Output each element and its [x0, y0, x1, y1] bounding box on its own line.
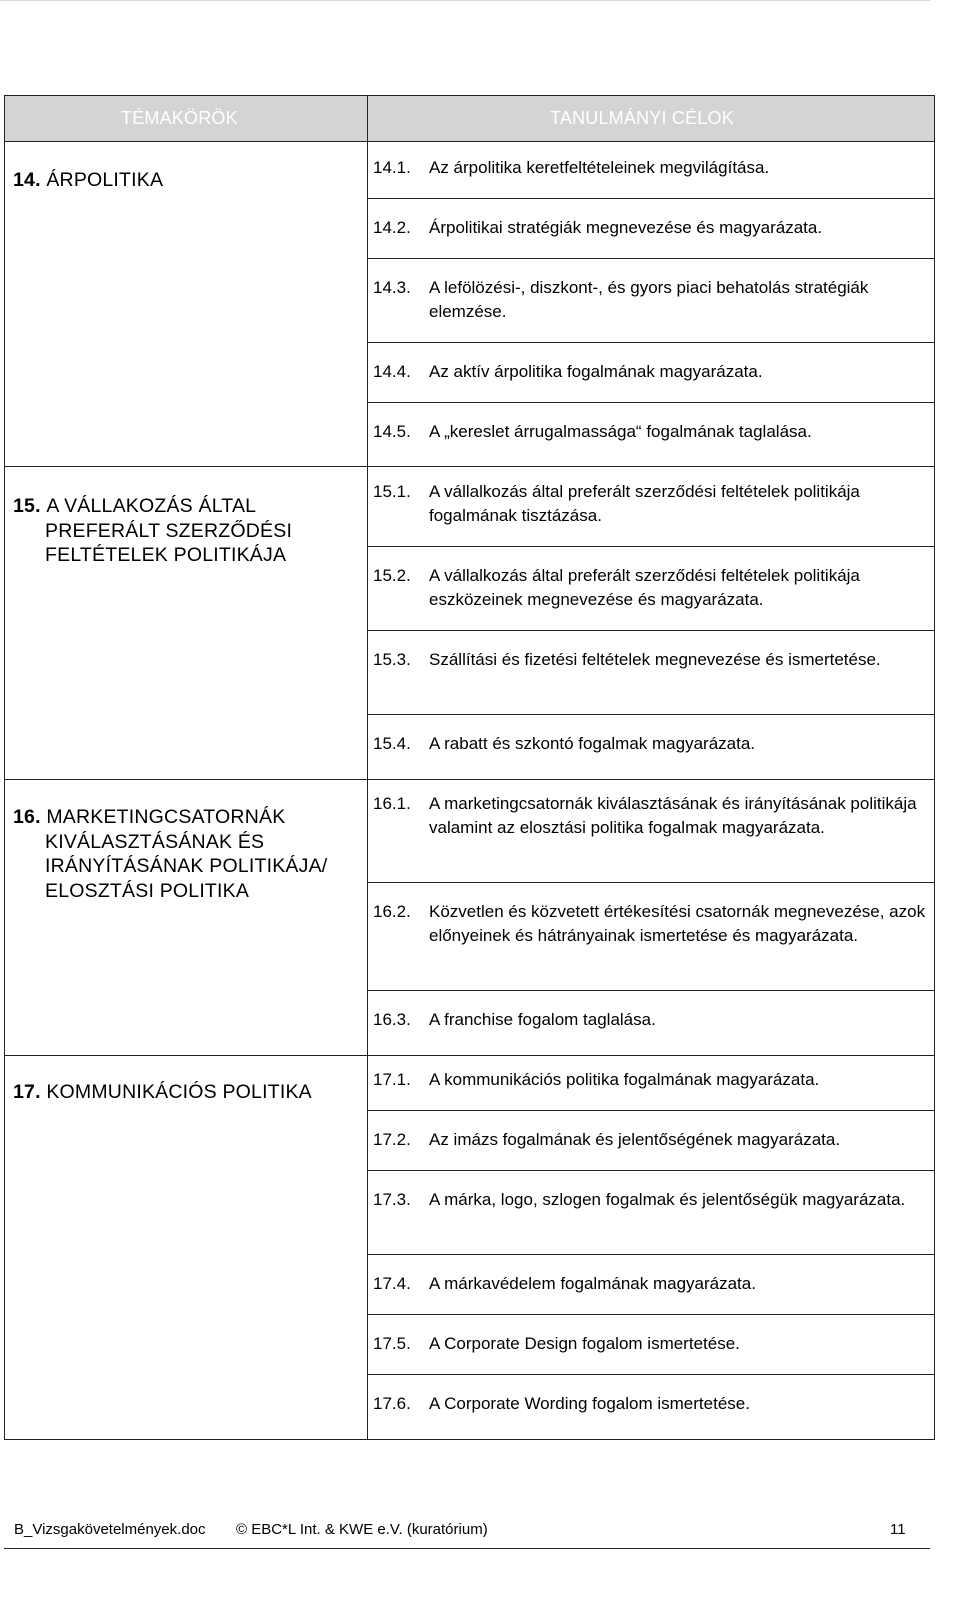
objective-number: 17.6.	[373, 1394, 411, 1413]
footer-page-number: 11	[890, 1521, 906, 1538]
column-separator	[367, 96, 368, 1439]
objective-text: A vállalkozás által preferált szerződési feltételek politikája fogalmának tisztázása.	[429, 482, 860, 525]
objective-divider	[367, 1254, 934, 1255]
objective-number: 17.1.	[373, 1070, 411, 1089]
objective-divider	[367, 714, 934, 715]
objective-divider	[367, 342, 934, 343]
objective-divider	[367, 630, 934, 631]
footer-rule	[4, 1548, 930, 1549]
objective-number: 15.2.	[373, 566, 411, 585]
objective-number: 14.1.	[373, 158, 411, 177]
row-divider	[5, 466, 934, 467]
objective-text: A marketingcsatornák kiválasztásának és irányításának politikája valamint az elosztási politika fogalmak magyarázata.	[429, 794, 917, 837]
objective-number: 15.3.	[373, 650, 411, 669]
objective-divider	[367, 1170, 934, 1171]
objective-number: 15.1.	[373, 482, 411, 501]
objective-text: A lefölözési-, diszkont-, és gyors piaci behatolás stratégiák elemzése.	[429, 278, 869, 321]
objective-text: Szállítási és fizetési feltételek megnevezése és ismertetése.	[429, 650, 881, 669]
objective-divider	[367, 1110, 934, 1111]
objective-number: 14.4.	[373, 362, 411, 381]
objective-text: A franchise fogalom taglalása.	[429, 1010, 656, 1029]
objective-divider	[367, 198, 934, 199]
objective-text: A Corporate Wording fogalom ismertetése.	[429, 1394, 750, 1413]
objective-number: 14.3.	[373, 278, 411, 297]
objective-text: Az aktív árpolitika fogalmának magyarázata.	[429, 362, 763, 381]
curriculum-table	[4, 95, 935, 1440]
objective-text: A „kereslet árrugalmassága“ fogalmának taglalása.	[429, 422, 812, 441]
row-divider	[5, 1055, 934, 1056]
footer-copyright: © EBC*L Int. & KWE e.V. (kuratórium)	[236, 1521, 488, 1538]
objective-number: 17.4.	[373, 1274, 411, 1293]
topic-15-title: 15. A VÁLLAKOZÁS ÁLTAL PREFERÁLT SZERZŐDÉSI FELTÉTELEK POLITIKÁJA	[13, 495, 293, 566]
objective-text: A márkavédelem fogalmának magyarázata.	[429, 1274, 756, 1293]
topic-16-title: 16. MARKETINGCSATORNÁK KIVÁLASZTÁSÁNAK ÉS IRÁNYÍTÁSÁNAK POLITIKÁJA/ ELOSZTÁSI POLITIKA	[13, 806, 328, 902]
objective-text: Az árpolitika keretfeltételeinek megvilágítása.	[429, 158, 770, 177]
header-topics: TÉMAKÖRÖK	[121, 108, 238, 128]
objective-divider	[367, 402, 934, 403]
objective-divider	[367, 1374, 934, 1375]
objective-text: A rabatt és szkontó fogalmak magyarázata.	[429, 734, 756, 753]
topic-17-title: 17. KOMMUNIKÁCIÓS POLITIKA	[13, 1081, 312, 1103]
row-divider	[5, 779, 934, 780]
footer-filename: B_Vizsgakövetelmények.doc	[14, 1521, 206, 1538]
objective-divider	[367, 882, 934, 883]
top-rule	[0, 0, 930, 1]
objective-number: 14.2.	[373, 218, 411, 237]
objective-number: 17.2.	[373, 1130, 411, 1149]
objective-divider	[367, 258, 934, 259]
objective-text: A kommunikációs politika fogalmának magyarázata.	[429, 1070, 820, 1089]
objective-text: Árpolitikai stratégiák megnevezése és magyarázata.	[429, 218, 823, 237]
objective-text: Az imázs fogalmának és jelentőségének magyarázata.	[429, 1130, 841, 1149]
header-objectives: TANULMÁNYI CÉLOK	[550, 108, 734, 128]
objective-number: 14.5.	[373, 422, 411, 441]
objective-number: 16.2.	[373, 902, 411, 921]
objective-number: 17.3.	[373, 1190, 411, 1209]
objective-number: 16.1.	[373, 794, 411, 813]
objective-divider	[367, 990, 934, 991]
objective-text: Közvetlen és közvetett értékesítési csatornák megnevezése, azok előnyeinek és hátrányainak ismertetése és magyarázata.	[429, 902, 926, 945]
topic-14-title: 14. ÁRPOLITIKA	[13, 169, 164, 191]
table-header	[5, 96, 934, 142]
objective-text: A vállalkozás által preferált szerződési feltételek politikája eszközeinek megnevezése és magyarázata.	[429, 566, 860, 609]
objective-number: 17.5.	[373, 1334, 411, 1353]
objective-divider	[367, 1314, 934, 1315]
objective-divider	[367, 546, 934, 547]
objective-number: 16.3.	[373, 1010, 411, 1029]
objective-number: 15.4.	[373, 734, 411, 753]
objective-text: A márka, logo, szlogen fogalmak és jelentőségük magyarázata.	[429, 1190, 906, 1209]
objective-text: A Corporate Design fogalom ismertetése.	[429, 1334, 740, 1353]
